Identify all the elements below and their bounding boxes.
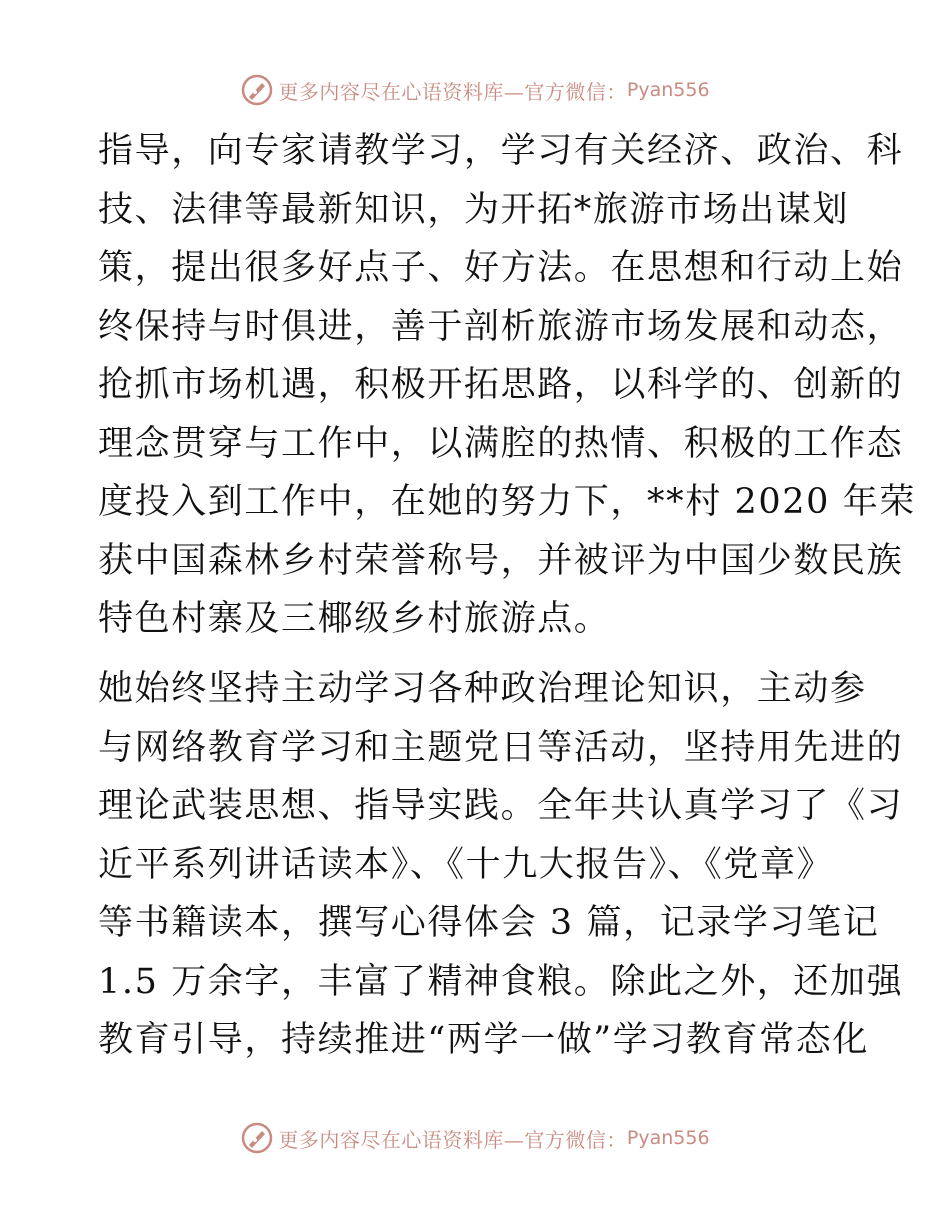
text-line: 特色村寨及三椰级乡村旅游点。: [98, 599, 611, 639]
text-line: 理论武装思想、指导实践。全年共认真学习了《习: [98, 786, 904, 826]
watermark-text: 更多内容尽在心语资料库—官方微信：: [278, 1127, 627, 1152]
watermark-wechat-id: Pyan556: [626, 79, 710, 101]
pen-logo-icon: [240, 73, 274, 107]
paragraph-2: [98, 660, 904, 1070]
text-line: 抢抓市场机遇，积极开拓思路，以科学的、创新的: [98, 365, 904, 405]
watermark-text: 更多内容尽在心语资料库—官方微信：: [278, 79, 627, 104]
text-line: 指导，向专家请教学习，学习有关经济、政治、科: [98, 131, 904, 171]
text-line: 1.5 万余字，丰富了精神食粮。除此之外，还加强: [98, 961, 904, 1002]
footer-watermark: [0, 1118, 950, 1158]
text-line: 终保持与时俱进，善于剖析旅游市场发展和动态，: [98, 306, 904, 347]
pen-logo-icon: [240, 1121, 274, 1155]
text-line: 理念贯穿与工作中，以满腔的热情、积极的工作态: [98, 423, 904, 464]
text-line: 近平系列讲话读本》、《十九大报告》、《党章》: [98, 844, 834, 885]
text-line: 教育引导，持续推进“两学一做”学习教育常态化: [98, 1020, 869, 1060]
watermark-wechat-id: Pyan556: [626, 1127, 710, 1149]
text-line: 她始终坚持主动学习各种政治理论知识，主动参: [98, 669, 867, 709]
text-line: 度投入到工作中，在她的努力下，**村 2020 年荣: [98, 482, 916, 522]
header-watermark: [0, 70, 950, 110]
paragraph-1: [98, 122, 916, 649]
text-line: 策，提出很多好点子、好方法。在思想和行动上始: [98, 248, 904, 288]
text-line: 获中国森林乡村荣誉称号，并被评为中国少数民族: [98, 540, 904, 581]
text-line: 等书籍读本，撰写心得体会 3 篇，记录学习笔记: [98, 903, 880, 943]
text-line: 与网络教育学习和主题党日等活动，坚持用先进的: [98, 727, 904, 768]
text-line: 技、法律等最新知识，为开拓*旅游市场出谋划: [98, 189, 850, 230]
